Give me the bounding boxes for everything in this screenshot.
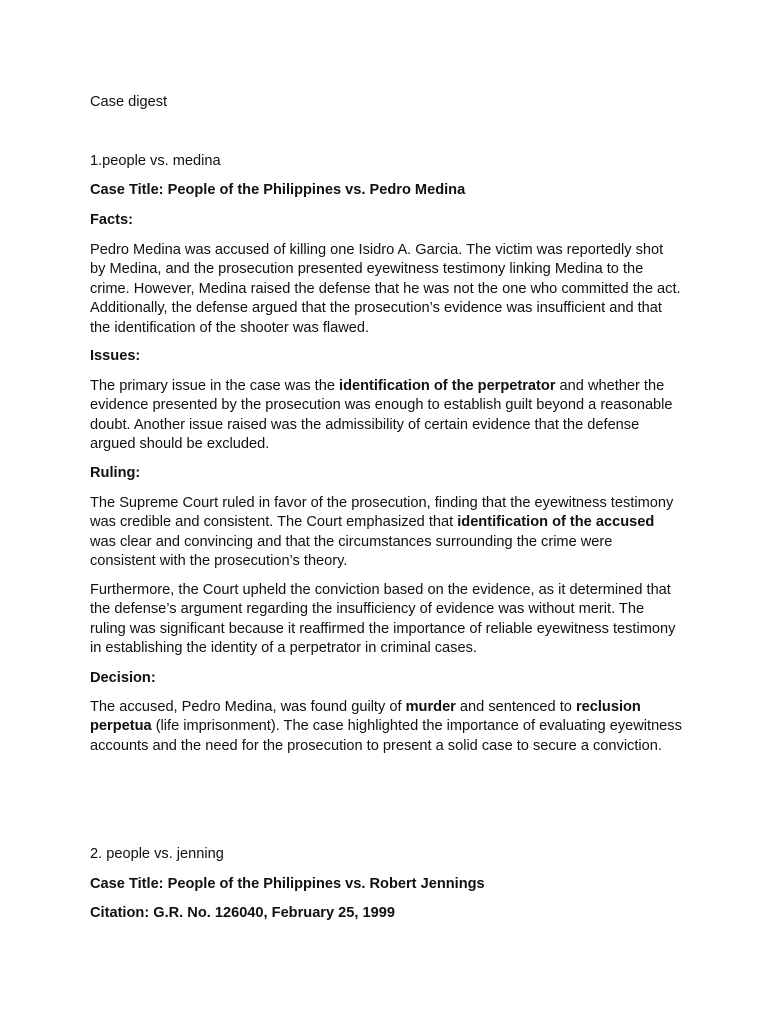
case1-decision-label: Decision: [90, 670, 156, 686]
decision-emphasis-sentence: reclusion perpetua [90, 699, 641, 735]
ruling-emphasis: identification of the accused [457, 514, 655, 531]
case1-ruling-text-1: The Supreme Court ruled in favor of the prosecution, finding that the eyewitness testimony was credible and consistent. The Court emphasized that identification of the accused was clear and convincing and that the circumstances surrounding the crime were consistent with the prosecution’s theory. [90, 495, 674, 570]
case1-decision-text: The accused, Pedro Medina, was found guilty of murder and sentenced to reclusion perpetua (life imprisonment). The case highlighted the importance of evaluating eyewitness accounts and the need for the prosecution to present a solid case to secure a conviction. [90, 699, 682, 754]
case2-heading: 2. people vs. jenning [90, 846, 224, 862]
decision-emphasis-murder: murder [405, 699, 456, 715]
issues-emphasis: identification of the perpetrator [339, 378, 556, 394]
case1-facts-label: Facts: [90, 212, 133, 228]
case1-heading: 1.people vs. medina [90, 153, 221, 169]
case1-title: Case Title: People of the Philippines vs. Pedro Medina [90, 182, 466, 198]
case2-citation: Citation: G.R. No. 126040, February 25, 1999 [90, 905, 395, 921]
case1-ruling-text-2: Furthermore, the Court upheld the conviction based on the evidence, as it determined that the defense’s argument regarding the insufficiency of evidence was without merit. The ruling was significant because it reaffirmed the importance of reliable eyewitness testimony in establishing the identity of a perpetrator in criminal cases. [90, 582, 676, 657]
case1-ruling-label: Ruling: [90, 465, 141, 481]
case2-title: Case Title: People of the Philippines vs. Robert Jennings [90, 876, 485, 892]
case1-facts-text: Pedro Medina was accused of killing one Isidro A. Garcia. The victim was reportedly shot by Medina, and the prosecution presented eyewitness testimony linking Medina to the crime. However, Medina raised the defense that he was not the one who committed the act. Additionally, the defense argued that the prosecution’s evidence was insufficient and that the identification of the shooter was flawed. [90, 242, 681, 336]
case1-issues-text: The primary issue in the case was the identification of the perpetrator and whether the evidence presented by the prosecution was enough to establish guilt beyond a reasonable doubt. Another issue raised was the admissibility of certain evidence that the defense argued should be excluded. [90, 378, 673, 453]
case1-issues-label: Issues: [90, 348, 141, 364]
document-header: Case digest [90, 94, 168, 110]
